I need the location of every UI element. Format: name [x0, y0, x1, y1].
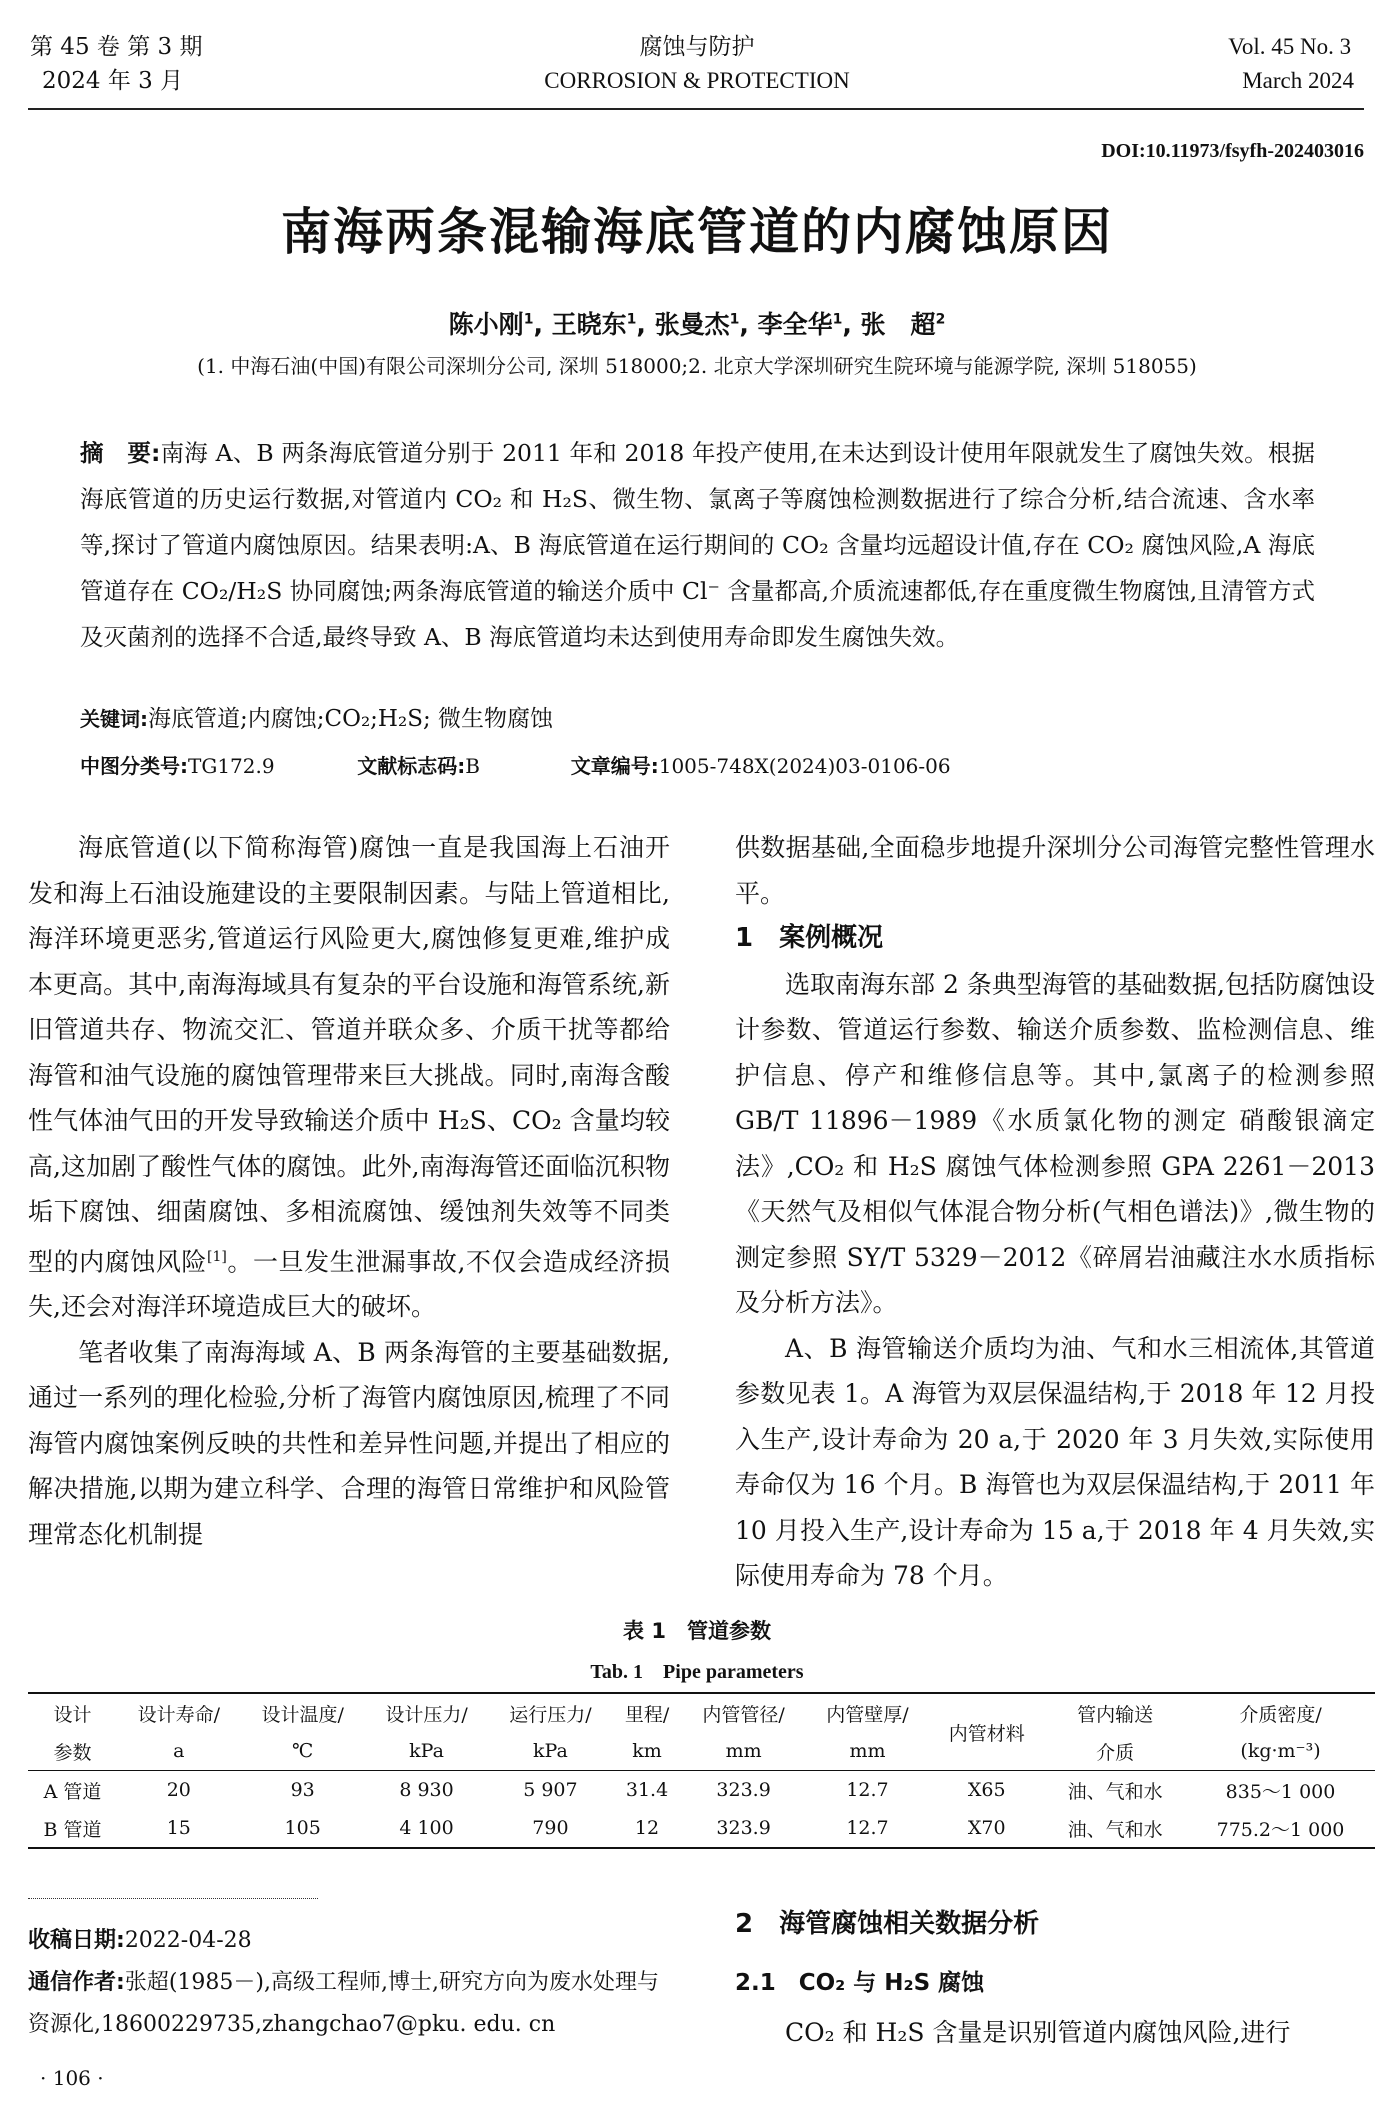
- abstract-text: 南海 A、B 两条海底管道分别于 2011 年和 2018 年投产使用,在未达到设计使用年限就发生了腐蚀失效。根据海底管道的历史运行数据,对管道内 CO₂ 和 H₂S、微生物、氯离子等腐蚀检测数据进行了综合分析,结合流速、含水率等,探讨了管道内腐蚀原因。结果表明:A、B 海底管道在运行期间的 CO₂ 含量均远超设计值,存在 CO₂ 腐蚀风险,A 海底管道存在 CO₂/H₂S 协同腐蚀;两条海底管道的输送介质中 Cl⁻ 含量都高,介质流速都低,存在重度微生物腐蚀,且清管方式及灭菌剂的选择不合适,最终导致 A、B 海底管道均未达到使用寿命即发生腐蚀失效。: [80, 439, 1316, 651]
- table-cell: 323.9: [682, 1771, 806, 1810]
- received-value: 2022-04-28: [124, 1928, 252, 1953]
- table-cell: B 管道: [28, 1809, 117, 1848]
- table-header: a: [173, 1740, 185, 1762]
- page-title: 南海两条混输海底管道的内腐蚀原因: [281, 203, 1113, 261]
- doc-value: B: [465, 754, 480, 778]
- table-header: 介质: [1096, 1741, 1135, 1764]
- table-header: (kg·m⁻³): [1240, 1740, 1321, 1762]
- table-cell: A 管道: [28, 1771, 117, 1810]
- author-list: 陈小刚$^1$, 王晓东$^1$, 张曼杰$^1$, 李全华$^1$, 张 超$^2$: [448, 310, 946, 339]
- table-cell: X65: [929, 1771, 1044, 1810]
- table-header: 设计寿命/: [117, 1693, 241, 1732]
- table-cell: 4 100: [365, 1809, 489, 1848]
- paragraph: 供数据基础,全面稳步地提升深圳分公司海管完整性管理水平。: [735, 833, 1375, 908]
- author: 李全华: [757, 310, 833, 339]
- table-header: mm: [849, 1740, 886, 1762]
- paragraph: CO₂ 和 H₂S 含量是识别管道内腐蚀风险,进行: [785, 2018, 1291, 2047]
- author: 王晓东: [551, 310, 627, 339]
- table-header: 里程/: [612, 1693, 681, 1732]
- table-cell: X70: [929, 1809, 1044, 1848]
- table-header-row: [28, 1693, 1375, 1732]
- table-cell: 93: [241, 1771, 365, 1810]
- journal-name-en: CORROSION & PROTECTION: [544, 68, 850, 93]
- keywords-text: 海底管道;内腐蚀;CO₂;H₂S; 微生物腐蚀: [148, 706, 554, 732]
- vol-no-en: Vol. 45 No. 3: [1228, 34, 1352, 59]
- page-number: · 106 ·: [40, 2066, 104, 2090]
- author-label: 通信作者:: [28, 1970, 125, 1995]
- table-header: 设计温度/: [241, 1693, 365, 1732]
- received-date: [28, 1920, 678, 1962]
- issue-date-cn: 2024 年 3 月: [42, 68, 184, 94]
- volume-issue: 第 45 卷 第 3 期: [30, 34, 203, 60]
- table-header: 参数: [53, 1741, 92, 1764]
- clc-value: TG172.9: [188, 754, 275, 778]
- abstract-label: 摘 要:: [80, 439, 161, 467]
- table-header: kPa: [533, 1740, 568, 1762]
- journal-volume-en: [1228, 30, 1354, 98]
- author-aff: 1: [729, 311, 740, 328]
- table-row: [28, 1771, 1375, 1810]
- table-header: km: [632, 1740, 662, 1762]
- table-header: 介质密度/: [1186, 1693, 1375, 1732]
- paragraph: 笔者收集了南海海域 A、B 两条海管的主要基础数据,通过一系列的理化检验,分析了海管内腐蚀原因,梳理了不同海管内腐蚀案例反映的共性和差异性问题,并提出了相应的解决措施,以期为建立科学、合理的海管日常维护和风险管理常态化机制提: [28, 1337, 670, 1549]
- table-cell: 油、气和水: [1044, 1809, 1186, 1848]
- corresponding-author: [28, 1962, 678, 2046]
- doi[interactable]: DOI:10.11973/fsyfh-202403016: [1101, 140, 1364, 162]
- journal-name: [0, 30, 1394, 98]
- table-cell: 12: [612, 1809, 681, 1848]
- author: 张 超: [860, 310, 936, 339]
- table-cell: 31.4: [612, 1771, 681, 1810]
- table-cell: 775.2～1 000: [1186, 1809, 1375, 1848]
- author: 陈小刚: [448, 310, 524, 339]
- author-aff: 1: [832, 311, 843, 328]
- pipe-parameters-table: [28, 1692, 1375, 1849]
- right-column: [735, 825, 1375, 1599]
- table-cell: 12.7: [806, 1771, 930, 1810]
- table-header: ℃: [292, 1740, 314, 1762]
- subsection-heading: 2.1 CO₂ 与 H₂S 腐蚀: [735, 1970, 985, 1996]
- table-header: kPa: [409, 1740, 444, 1762]
- author-info: 张超(1985－),高级工程师,博士,研究方向为废水处理与资源化,18600229735,zhangchao7@pku. edu. cn: [28, 1970, 659, 2037]
- table-header: mm: [725, 1740, 762, 1762]
- footnote: [28, 1920, 678, 2046]
- clc-label: 中图分类号:: [80, 754, 188, 778]
- section-heading: 1 案例概况: [735, 923, 884, 953]
- paragraph-text: 海底管道(以下简称海管)腐蚀一直是我国海上石油开发和海上石油设施建设的主要限制因素。与陆上管道相比,海洋环境更恶劣,管道运行风险更大,腐蚀修复更难,维护成本更高。其中,南海海域具有复杂的平台设施和海管系统,新旧管道共存、物流交汇、管道并联众多、介质干扰等都给海管和油气设施的腐蚀管理带来巨大挑战。同时,南海含酸性气体油气田的开发导致输送介质中 H₂S、CO₂ 含量均较高,这加剧了酸性气体的腐蚀。此外,南海海管还面临沉积物垢下腐蚀、细菌腐蚀、多相流腐蚀、缓蚀剂失效等不同类型的内腐蚀风险: [28, 833, 670, 1276]
- table-header: 管内输送: [1044, 1693, 1186, 1732]
- table-cell: 105: [241, 1809, 365, 1848]
- table-header: 内管材料: [929, 1693, 1044, 1771]
- table-header: 内管壁厚/: [806, 1693, 930, 1732]
- paragraph-text: 。一旦发生泄漏事故,不仅会造成经济损失,还会对海洋环境造成巨大的破坏。: [28, 1246, 670, 1322]
- affiliation: (1. 中海石油(中国)有限公司深圳分公司, 深圳 518000;2. 北京大学深圳研究生院环境与能源学院, 深圳 518055): [197, 354, 1197, 378]
- table-header: 设计: [28, 1693, 117, 1732]
- table-cell: 油、气和水: [1044, 1771, 1186, 1810]
- classification: [80, 750, 951, 779]
- paragraph: [28, 825, 670, 1330]
- table-header-row: [28, 1732, 1375, 1771]
- table-cell: 20: [117, 1771, 241, 1810]
- journal-name-cn: 腐蚀与防护: [639, 34, 755, 60]
- table-cell: 835～1 000: [1186, 1771, 1375, 1810]
- received-label: 收稿日期:: [28, 1928, 125, 1953]
- footnote-rule: [28, 1898, 318, 1899]
- art-label: 文章编号:: [570, 754, 659, 778]
- header-rule: [28, 108, 1364, 110]
- section-heading: 2 海管腐蚀相关数据分析: [735, 1909, 1040, 1939]
- abstract: [80, 430, 1315, 660]
- table-cell: 15: [117, 1809, 241, 1848]
- table-header: 运行压力/: [488, 1693, 612, 1732]
- table-cell: 5 907: [488, 1771, 612, 1810]
- keywords: [80, 700, 553, 733]
- table-caption-cn: 表 1 管道参数: [623, 1619, 771, 1643]
- table-header: 设计压力/: [365, 1693, 489, 1732]
- author-aff: 1: [523, 311, 534, 328]
- author: 张曼杰: [654, 310, 730, 339]
- table-cell: 790: [488, 1809, 612, 1848]
- keywords-label: 关键词:: [80, 707, 148, 731]
- table-cell: 323.9: [682, 1809, 806, 1848]
- table-caption-en: Tab. 1 Pipe parameters: [590, 1661, 804, 1683]
- table-row: [28, 1809, 1375, 1848]
- table-header: 内管管径/: [682, 1693, 806, 1732]
- doc-label: 文献标志码:: [357, 754, 466, 778]
- issue-date-en: March 2024: [1242, 68, 1354, 93]
- section-2: [735, 1902, 1375, 2055]
- table-cell: 8 930: [365, 1771, 489, 1810]
- table-cell: 12.7: [806, 1809, 930, 1848]
- author-aff: 2: [935, 311, 946, 328]
- author-aff: 1: [626, 311, 637, 328]
- paragraph: A、B 海管输送介质均为油、气和水三相流体,其管道参数见表 1。A 海管为双层保温结构,于 2018 年 12 月投入生产,设计寿命为 20 a,于 2020 年 3 月失效,实际使用寿命仅为 16 个月。B 海管也为双层保温结构,于 2011 年 10 月投入生产,设计寿命为 15 a,于 2018 年 4 月失效,实际使用寿命为 78 个月。: [735, 1333, 1375, 1590]
- left-column: [28, 825, 670, 1557]
- paragraph: 选取南海东部 2 条典型海管的基础数据,包括防腐蚀设计参数、管道运行参数、输送介质参数、监检测信息、维护信息、停产和维修信息等。其中,氯离子的检测参照 GB/T 11896－1989《水质氯化物的测定 硝酸银滴定法》,CO₂ 和 H₂S 腐蚀气体检测参照 GPA 2261－2013《天然气及相似气体混合物分析(气相色谱法)》,微生物的测定参照 SY/T 5329－2012《碎屑岩油藏注水水质指标及分析方法》。: [735, 969, 1375, 1317]
- art-value: 1005-748X(2024)03-0106-06: [658, 754, 951, 778]
- citation-ref[interactable]: [1]: [206, 1248, 227, 1265]
